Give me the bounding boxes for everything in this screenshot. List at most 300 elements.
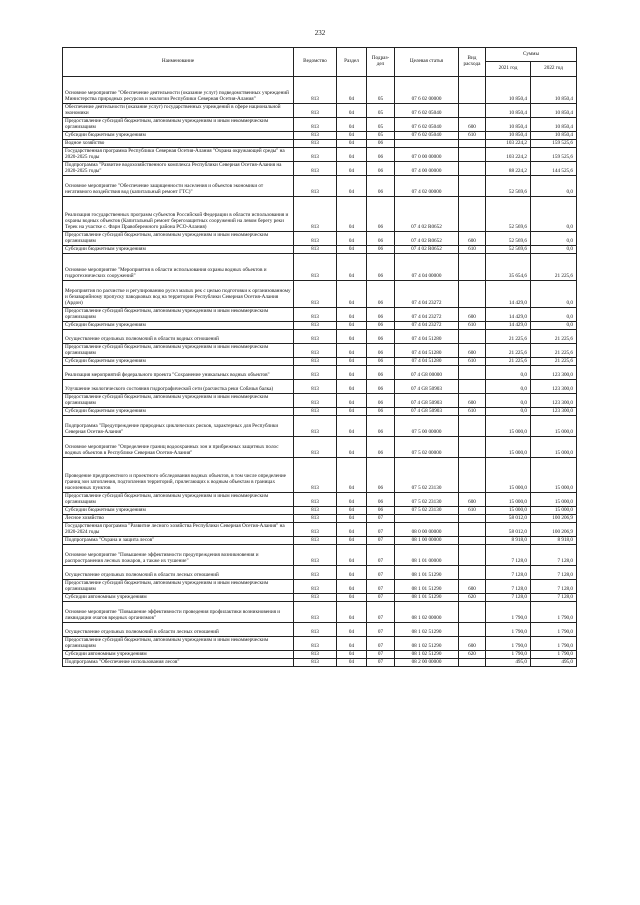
cell-expense-type bbox=[459, 458, 486, 493]
cell-subsection: 06 bbox=[367, 281, 395, 308]
cell-ministry: 813 bbox=[294, 104, 337, 118]
cell-target: 08 1 02 51290 bbox=[395, 637, 459, 651]
cell-section: 04 bbox=[337, 566, 367, 580]
table-row bbox=[63, 254, 577, 281]
cell-ministry: 813 bbox=[294, 408, 337, 416]
cell-target: 07 4 00 00000 bbox=[395, 162, 459, 176]
cell-amount-2021: 0,0 bbox=[486, 408, 531, 416]
cell-subsection: 06 bbox=[367, 358, 395, 366]
cell-name: Основное мероприятие "Мероприятия в области использования охраны водных объектов и гидротехнических сооружений" bbox=[63, 254, 294, 281]
cell-section: 04 bbox=[337, 651, 367, 659]
cell-expense-type: 610 bbox=[459, 246, 486, 254]
cell-amount-2022: 1 790,0 bbox=[531, 637, 577, 651]
cell-expense-type: 600 bbox=[459, 394, 486, 408]
cell-name: Субсидии бюджетным учреждениям bbox=[63, 507, 294, 515]
cell-ministry: 813 bbox=[294, 308, 337, 322]
cell-subsection: 06 bbox=[367, 246, 395, 254]
cell-amount-2021: 10 850,4 bbox=[486, 132, 531, 140]
cell-name: Лесное хозяйство bbox=[63, 515, 294, 523]
cell-amount-2022: 1 790,0 bbox=[531, 602, 577, 623]
cell-target: 08 2 00 00000 bbox=[395, 659, 459, 667]
cell-target: 07 4 04 23272 bbox=[395, 281, 459, 308]
header-name: Наименование bbox=[63, 48, 294, 77]
cell-amount-2022: 7 128,0 bbox=[531, 580, 577, 594]
cell-expense-type bbox=[459, 162, 486, 176]
cell-ministry: 813 bbox=[294, 515, 337, 523]
table-row bbox=[63, 366, 577, 380]
cell-ministry: 813 bbox=[294, 659, 337, 667]
table-row bbox=[63, 308, 577, 322]
cell-amount-2022: 100 206,9 bbox=[531, 515, 577, 523]
cell-name: Предоставление субсидий бюджетным, автономным учреждениям и иным некоммерческим организациям bbox=[63, 493, 294, 507]
cell-target: 07 0 00 00000 bbox=[395, 148, 459, 162]
cell-ministry: 813 bbox=[294, 394, 337, 408]
cell-name: Подпрограмма "Предупреждение природных циклических рисков, характерных для Республики Северная Осетия-Алания" bbox=[63, 416, 294, 437]
cell-subsection: 06 bbox=[367, 507, 395, 515]
cell-name: Предоставление субсидий бюджетным, автономным учреждениям и иным некоммерческим организациям bbox=[63, 580, 294, 594]
cell-subsection: 07 bbox=[367, 602, 395, 623]
cell-ministry: 813 bbox=[294, 566, 337, 580]
cell-amount-2021: 7 128,0 bbox=[486, 566, 531, 580]
cell-section: 04 bbox=[337, 132, 367, 140]
budget-table bbox=[62, 47, 577, 667]
cell-amount-2021: 21 225,6 bbox=[486, 330, 531, 344]
cell-name: Предоставление субсидий бюджетным, автономным учреждениям и иным некоммерческим организациям bbox=[63, 344, 294, 358]
cell-expense-type bbox=[459, 380, 486, 394]
cell-ministry: 813 bbox=[294, 132, 337, 140]
cell-expense-type bbox=[459, 366, 486, 380]
cell-name: Предоставление субсидий бюджетным, автономным учреждениям и иным некоммерческим организациям bbox=[63, 308, 294, 322]
cell-target: 08 1 02 00000 bbox=[395, 602, 459, 623]
table-row bbox=[63, 408, 577, 416]
cell-name: Государственная программа Республики Северная Осетия-Алания "Охрана окружающей среды" на 2020-2025 годы bbox=[63, 148, 294, 162]
cell-amount-2022: 10 850,4 bbox=[531, 132, 577, 140]
cell-name: Основное мероприятие "Определение границ водоохранных зон и прибрежных защитных полос водных объектов в Республике Северная Осетия-Алания" bbox=[63, 437, 294, 458]
cell-expense-type: 600 bbox=[459, 637, 486, 651]
table-row bbox=[63, 458, 577, 493]
cell-amount-2021: 21 225,6 bbox=[486, 358, 531, 366]
cell-amount-2022: 0,0 bbox=[531, 232, 577, 246]
cell-name: Водное хозяйство bbox=[63, 140, 294, 148]
cell-subsection: 07 bbox=[367, 545, 395, 566]
cell-amount-2022: 15 000,0 bbox=[531, 507, 577, 515]
table-row bbox=[63, 537, 577, 545]
cell-section: 04 bbox=[337, 380, 367, 394]
cell-section: 04 bbox=[337, 493, 367, 507]
cell-target: 08 1 02 51290 bbox=[395, 623, 459, 637]
cell-section: 04 bbox=[337, 246, 367, 254]
table-row bbox=[63, 437, 577, 458]
cell-amount-2022: 0,0 bbox=[531, 322, 577, 330]
cell-target: 07 4 02 R0652 bbox=[395, 232, 459, 246]
cell-amount-2022: 7 128,0 bbox=[531, 566, 577, 580]
cell-subsection: 06 bbox=[367, 330, 395, 344]
cell-expense-type bbox=[459, 104, 486, 118]
cell-ministry: 813 bbox=[294, 232, 337, 246]
cell-amount-2022: 1 790,0 bbox=[531, 651, 577, 659]
cell-amount-2021: 58 012,0 bbox=[486, 515, 531, 523]
cell-ministry: 813 bbox=[294, 358, 337, 366]
cell-expense-type: 620 bbox=[459, 594, 486, 602]
cell-section: 04 bbox=[337, 602, 367, 623]
cell-amount-2021: 10 850,4 bbox=[486, 77, 531, 104]
cell-section: 04 bbox=[337, 140, 367, 148]
cell-name: Проведение предпроектного и проектного обследования водных объектов, в том числе определение границ зон затопления, подтопления территорий, прилегающих к водным объектам в границах населенных пунктов bbox=[63, 458, 294, 493]
cell-target: 07 4 G8 00000 bbox=[395, 366, 459, 380]
cell-name: Субсидии бюджетным учреждениям bbox=[63, 408, 294, 416]
cell-amount-2022: 144 525,6 bbox=[531, 162, 577, 176]
cell-ministry: 813 bbox=[294, 580, 337, 594]
cell-expense-type bbox=[459, 537, 486, 545]
cell-amount-2022: 15 000,0 bbox=[531, 493, 577, 507]
cell-amount-2021: 103 224,2 bbox=[486, 140, 531, 148]
cell-section: 04 bbox=[337, 104, 367, 118]
table-row bbox=[63, 566, 577, 580]
cell-subsection: 06 bbox=[367, 254, 395, 281]
cell-name: Субсидии бюджетным учреждениям bbox=[63, 358, 294, 366]
cell-expense-type: 600 bbox=[459, 232, 486, 246]
cell-amount-2022: 495,0 bbox=[531, 659, 577, 667]
cell-subsection: 06 bbox=[367, 197, 395, 232]
cell-subsection: 07 bbox=[367, 515, 395, 523]
cell-expense-type bbox=[459, 437, 486, 458]
cell-expense-type bbox=[459, 515, 486, 523]
cell-amount-2021: 15 000,0 bbox=[486, 437, 531, 458]
cell-target: 07 4 04 00000 bbox=[395, 254, 459, 281]
cell-subsection: 07 bbox=[367, 637, 395, 651]
cell-expense-type bbox=[459, 254, 486, 281]
cell-subsection: 06 bbox=[367, 140, 395, 148]
cell-section: 04 bbox=[337, 308, 367, 322]
cell-target: 07 4 02 00000 bbox=[395, 176, 459, 197]
table-row bbox=[63, 358, 577, 366]
cell-subsection: 06 bbox=[367, 366, 395, 380]
cell-target: 08 1 00 00000 bbox=[395, 537, 459, 545]
cell-subsection: 07 bbox=[367, 623, 395, 637]
table-body bbox=[63, 77, 577, 667]
cell-amount-2021: 52 569,6 bbox=[486, 232, 531, 246]
cell-target: 07 4 02 R0652 bbox=[395, 246, 459, 254]
cell-ministry: 813 bbox=[294, 140, 337, 148]
cell-section: 04 bbox=[337, 322, 367, 330]
table-row bbox=[63, 507, 577, 515]
cell-amount-2022: 15 000,0 bbox=[531, 437, 577, 458]
cell-section: 04 bbox=[337, 515, 367, 523]
table-row bbox=[63, 515, 577, 523]
cell-subsection: 06 bbox=[367, 493, 395, 507]
cell-expense-type: 600 bbox=[459, 493, 486, 507]
cell-amount-2021: 0,0 bbox=[486, 394, 531, 408]
cell-expense-type: 610 bbox=[459, 322, 486, 330]
cell-amount-2021: 1 790,0 bbox=[486, 651, 531, 659]
cell-expense-type bbox=[459, 77, 486, 104]
cell-expense-type: 600 bbox=[459, 344, 486, 358]
cell-expense-type bbox=[459, 566, 486, 580]
cell-amount-2022: 123 300,0 bbox=[531, 366, 577, 380]
cell-ministry: 813 bbox=[294, 437, 337, 458]
header-sums: Суммы bbox=[486, 48, 577, 62]
cell-subsection: 06 bbox=[367, 437, 395, 458]
header-section: Раздел bbox=[337, 48, 367, 77]
cell-expense-type: 600 bbox=[459, 580, 486, 594]
cell-amount-2021: 7 128,0 bbox=[486, 580, 531, 594]
cell-expense-type bbox=[459, 623, 486, 637]
cell-expense-type: 600 bbox=[459, 118, 486, 132]
cell-amount-2021: 1 790,0 bbox=[486, 623, 531, 637]
cell-subsection: 06 bbox=[367, 148, 395, 162]
cell-subsection: 05 bbox=[367, 118, 395, 132]
cell-ministry: 813 bbox=[294, 416, 337, 437]
cell-ministry: 813 bbox=[294, 380, 337, 394]
cell-name: Основное мероприятие "Повышение эффективности предупреждения возникновения и распространения лесных пожаров, а также их тушение" bbox=[63, 545, 294, 566]
cell-ministry: 813 bbox=[294, 493, 337, 507]
cell-name: Предоставление субсидий бюджетным, автономным учреждениям и иным некоммерческим организациям bbox=[63, 637, 294, 651]
cell-target: 07 4 02 R0652 bbox=[395, 197, 459, 232]
cell-subsection: 06 bbox=[367, 408, 395, 416]
cell-amount-2022: 0,0 bbox=[531, 246, 577, 254]
cell-name: Подпрограмма "Развитие водохозяйственного комплекса Республики Северная Осетия-Алания на 2020-2025 годы" bbox=[63, 162, 294, 176]
table-row bbox=[63, 623, 577, 637]
cell-expense-type bbox=[459, 330, 486, 344]
table-row bbox=[63, 118, 577, 132]
cell-subsection: 06 bbox=[367, 344, 395, 358]
cell-name: Предоставление субсидий бюджетным, автономным учреждениям и иным некоммерческим организациям bbox=[63, 118, 294, 132]
cell-target: 07 6 02 05040 bbox=[395, 118, 459, 132]
cell-amount-2021: 8 918,0 bbox=[486, 537, 531, 545]
cell-expense-type bbox=[459, 523, 486, 537]
cell-name: Обеспечение деятельности (оказание услуг) государственных учреждений в сфере национальной экономики bbox=[63, 104, 294, 118]
cell-subsection: 07 bbox=[367, 651, 395, 659]
cell-name: Субсидии автономным учреждениям bbox=[63, 594, 294, 602]
cell-amount-2022: 1 790,0 bbox=[531, 623, 577, 637]
cell-ministry: 813 bbox=[294, 545, 337, 566]
cell-amount-2022: 123 300,0 bbox=[531, 408, 577, 416]
cell-expense-type bbox=[459, 140, 486, 148]
cell-section: 04 bbox=[337, 537, 367, 545]
cell-section: 04 bbox=[337, 623, 367, 637]
header-subsection: Подраз-дел bbox=[367, 48, 395, 77]
cell-section: 04 bbox=[337, 594, 367, 602]
cell-target: 08 1 01 51290 bbox=[395, 594, 459, 602]
cell-amount-2021: 10 850,4 bbox=[486, 104, 531, 118]
cell-name: Основное мероприятие "Повышение эффективности проведения профилактики возникновения и ликвидации очагов вредных организмов" bbox=[63, 602, 294, 623]
cell-section: 04 bbox=[337, 523, 367, 537]
cell-target: 07 4 04 51280 bbox=[395, 330, 459, 344]
cell-ministry: 813 bbox=[294, 176, 337, 197]
cell-amount-2022: 21 225,6 bbox=[531, 330, 577, 344]
cell-target: 07 5 00 00000 bbox=[395, 416, 459, 437]
cell-amount-2022: 0,0 bbox=[531, 197, 577, 232]
cell-subsection: 06 bbox=[367, 322, 395, 330]
cell-amount-2021: 15 000,0 bbox=[486, 493, 531, 507]
table-row bbox=[63, 394, 577, 408]
cell-amount-2022: 123 300,0 bbox=[531, 394, 577, 408]
header-year-2022: 2022 год bbox=[531, 62, 577, 77]
cell-amount-2021: 0,0 bbox=[486, 380, 531, 394]
cell-ministry: 813 bbox=[294, 594, 337, 602]
table-row bbox=[63, 176, 577, 197]
cell-amount-2022: 21 225,6 bbox=[531, 254, 577, 281]
cell-section: 04 bbox=[337, 232, 367, 246]
cell-section: 04 bbox=[337, 330, 367, 344]
cell-ministry: 813 bbox=[294, 344, 337, 358]
cell-section: 04 bbox=[337, 358, 367, 366]
cell-ministry: 813 bbox=[294, 148, 337, 162]
cell-name: Субсидии автономным учреждениям bbox=[63, 651, 294, 659]
table-row bbox=[63, 330, 577, 344]
cell-target: 07 4 04 23272 bbox=[395, 308, 459, 322]
cell-amount-2022: 7 128,0 bbox=[531, 594, 577, 602]
table-row bbox=[63, 380, 577, 394]
cell-ministry: 813 bbox=[294, 197, 337, 232]
cell-expense-type bbox=[459, 281, 486, 308]
cell-section: 04 bbox=[337, 659, 367, 667]
cell-section: 04 bbox=[337, 408, 367, 416]
cell-target: 07 6 02 05040 bbox=[395, 132, 459, 140]
cell-amount-2022: 10 850,4 bbox=[531, 77, 577, 104]
cell-section: 04 bbox=[337, 545, 367, 566]
cell-amount-2021: 21 225,6 bbox=[486, 344, 531, 358]
cell-name: Субсидии бюджетным учреждениям bbox=[63, 132, 294, 140]
page-number: 232 bbox=[314, 29, 326, 37]
cell-amount-2021: 1 790,0 bbox=[486, 637, 531, 651]
cell-ministry: 813 bbox=[294, 162, 337, 176]
cell-ministry: 813 bbox=[294, 330, 337, 344]
cell-expense-type: 610 bbox=[459, 358, 486, 366]
cell-subsection: 06 bbox=[367, 162, 395, 176]
cell-amount-2022: 15 000,0 bbox=[531, 416, 577, 437]
cell-amount-2021: 103 224,2 bbox=[486, 148, 531, 162]
cell-expense-type bbox=[459, 197, 486, 232]
cell-target bbox=[395, 140, 459, 148]
cell-target bbox=[395, 515, 459, 523]
header-year-2021: 2021 год bbox=[486, 62, 531, 77]
cell-amount-2021: 10 850,4 bbox=[486, 118, 531, 132]
cell-subsection: 06 bbox=[367, 176, 395, 197]
cell-section: 04 bbox=[337, 344, 367, 358]
table-row bbox=[63, 523, 577, 537]
cell-section: 04 bbox=[337, 148, 367, 162]
table-row bbox=[63, 580, 577, 594]
cell-name: Предоставление субсидий бюджетным, автономным учреждениям и иным некоммерческим организациям bbox=[63, 232, 294, 246]
cell-amount-2022: 8 918,0 bbox=[531, 537, 577, 545]
cell-amount-2021: 15 000,0 bbox=[486, 458, 531, 493]
cell-subsection: 05 bbox=[367, 132, 395, 140]
cell-ministry: 813 bbox=[294, 246, 337, 254]
cell-target: 07 5 02 23130 bbox=[395, 493, 459, 507]
cell-target: 07 4 G8 50903 bbox=[395, 394, 459, 408]
cell-amount-2022: 100 206,9 bbox=[531, 523, 577, 537]
cell-target: 08 0 00 00000 bbox=[395, 523, 459, 537]
cell-amount-2022: 0,0 bbox=[531, 176, 577, 197]
cell-amount-2021: 14 429,0 bbox=[486, 308, 531, 322]
cell-target: 08 1 01 00000 bbox=[395, 545, 459, 566]
table-row bbox=[63, 140, 577, 148]
cell-amount-2022: 0,0 bbox=[531, 281, 577, 308]
cell-expense-type: 620 bbox=[459, 651, 486, 659]
cell-section: 04 bbox=[337, 366, 367, 380]
cell-amount-2021: 14 429,0 bbox=[486, 322, 531, 330]
cell-ministry: 813 bbox=[294, 523, 337, 537]
cell-amount-2021: 52 569,6 bbox=[486, 197, 531, 232]
cell-target: 07 5 02 23130 bbox=[395, 458, 459, 493]
cell-name: Подпрограмма "Обеспечение использования лесов" bbox=[63, 659, 294, 667]
cell-subsection: 07 bbox=[367, 566, 395, 580]
table-row bbox=[63, 493, 577, 507]
cell-ministry: 813 bbox=[294, 637, 337, 651]
table-row bbox=[63, 162, 577, 176]
cell-name: Государственная программа "Развитие лесного хозяйства Республики Северная Осетия-Алания" на 2020-2024 годы bbox=[63, 523, 294, 537]
header-ministry: Ведомство bbox=[294, 48, 337, 77]
cell-amount-2021: 35 654,6 bbox=[486, 254, 531, 281]
cell-target: 07 6 02 05040 bbox=[395, 104, 459, 118]
cell-expense-type bbox=[459, 545, 486, 566]
cell-name: Основное мероприятие "Обеспечение деятельности (оказание услуг) подведомственных учреждений Министерства природных ресурсов и экологии Республики Северная Осетия-Алания" bbox=[63, 77, 294, 104]
cell-expense-type: 610 bbox=[459, 132, 486, 140]
table-row bbox=[63, 602, 577, 623]
table-row bbox=[63, 232, 577, 246]
cell-section: 04 bbox=[337, 394, 367, 408]
cell-ministry: 813 bbox=[294, 281, 337, 308]
cell-ministry: 813 bbox=[294, 651, 337, 659]
table-row bbox=[63, 594, 577, 602]
cell-amount-2021: 0,0 bbox=[486, 366, 531, 380]
cell-name: Мероприятия по расчистке и регулированию русел малых рек с целью подготовки к организованному и безаварийному пропуску паводковых вод на территории Республики Северная Осетия-Алания (Ардон) bbox=[63, 281, 294, 308]
cell-name: Подпрограмма "Охрана и защита лесов" bbox=[63, 537, 294, 545]
table-row bbox=[63, 77, 577, 104]
cell-amount-2021: 52 569,6 bbox=[486, 176, 531, 197]
cell-amount-2022: 21 225,6 bbox=[531, 344, 577, 358]
cell-section: 04 bbox=[337, 176, 367, 197]
cell-amount-2021: 14 429,0 bbox=[486, 281, 531, 308]
cell-section: 04 bbox=[337, 637, 367, 651]
cell-target: 07 5 02 23130 bbox=[395, 507, 459, 515]
cell-ministry: 813 bbox=[294, 254, 337, 281]
cell-target: 08 1 01 51290 bbox=[395, 566, 459, 580]
cell-amount-2021: 52 569,6 bbox=[486, 246, 531, 254]
cell-subsection: 06 bbox=[367, 232, 395, 246]
table-row bbox=[63, 148, 577, 162]
cell-amount-2022: 123 300,0 bbox=[531, 380, 577, 394]
cell-section: 04 bbox=[337, 437, 367, 458]
cell-expense-type bbox=[459, 176, 486, 197]
cell-target: 08 1 01 51290 bbox=[395, 580, 459, 594]
cell-target: 07 5 02 00000 bbox=[395, 437, 459, 458]
cell-amount-2022: 159 525,6 bbox=[531, 148, 577, 162]
cell-amount-2021: 7 128,0 bbox=[486, 545, 531, 566]
table-row bbox=[63, 637, 577, 651]
header-target: Целевая статья bbox=[395, 48, 459, 77]
cell-expense-type bbox=[459, 602, 486, 623]
table-row bbox=[63, 104, 577, 118]
cell-expense-type bbox=[459, 416, 486, 437]
header-expense-type: Вид расхода bbox=[459, 48, 486, 77]
cell-amount-2022: 15 000,0 bbox=[531, 458, 577, 493]
cell-ministry: 813 bbox=[294, 602, 337, 623]
cell-name: Реализация мероприятий федерального проекта "Сохранение уникальных водных объектов" bbox=[63, 366, 294, 380]
table-row bbox=[63, 651, 577, 659]
cell-subsection: 07 bbox=[367, 523, 395, 537]
table-row bbox=[63, 344, 577, 358]
cell-ministry: 813 bbox=[294, 366, 337, 380]
cell-subsection: 06 bbox=[367, 416, 395, 437]
cell-target: 07 4 04 51280 bbox=[395, 344, 459, 358]
cell-section: 04 bbox=[337, 416, 367, 437]
cell-subsection: 06 bbox=[367, 394, 395, 408]
cell-amount-2022: 10 850,4 bbox=[531, 118, 577, 132]
table-header bbox=[63, 48, 577, 77]
cell-amount-2021: 495,0 bbox=[486, 659, 531, 667]
